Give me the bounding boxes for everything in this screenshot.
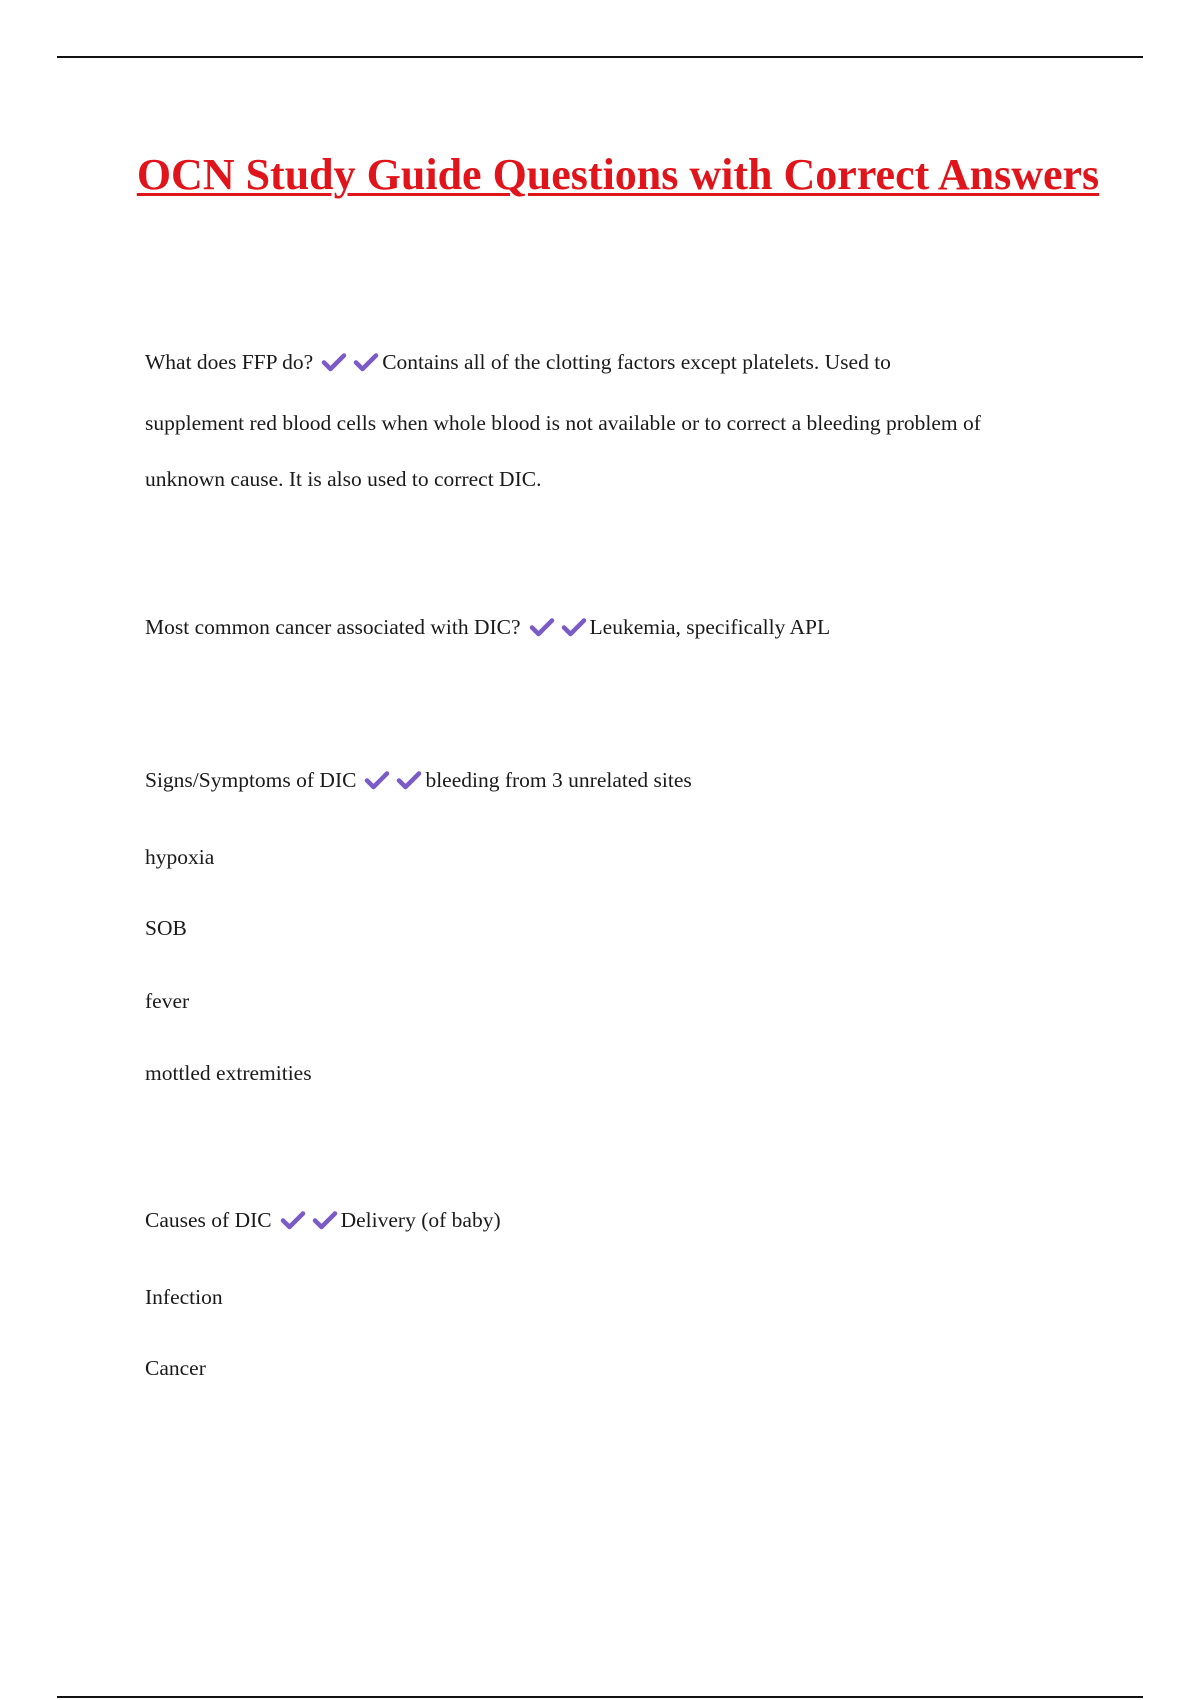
- answer-3-line-3: SOB: [145, 916, 187, 940]
- answer-4-line-3: Cancer: [145, 1356, 206, 1380]
- document-title: OCN Study Guide Questions with Correct Answers: [136, 150, 1100, 199]
- checkmark-icon: [364, 770, 390, 790]
- top-rule: [57, 56, 1143, 58]
- checkmark-icon: [312, 1210, 338, 1230]
- checkmark-icon: [529, 617, 555, 637]
- checkmark-icon: [353, 352, 379, 372]
- answer-2-line-1: Leukemia, specifically APL: [589, 615, 831, 639]
- qa-3-line-1: [145, 766, 692, 794]
- checkmark-icon: [561, 617, 587, 637]
- question-1: What does FFP do?: [145, 350, 314, 374]
- answer-3-line-4: fever: [145, 989, 190, 1013]
- answer-1-line-2: supplement red blood cells when whole blood is not available or to correct a bleeding problem of: [145, 411, 981, 435]
- answer-4-line-1: Delivery (of baby): [340, 1208, 501, 1232]
- answer-3-line-2: hypoxia: [145, 845, 215, 869]
- answer-1-line-3: unknown cause. It is also used to correct DIC.: [145, 467, 542, 491]
- question-2: Most common cancer associated with DIC?: [145, 615, 521, 639]
- answer-3-line-1: bleeding from 3 unrelated sites: [425, 768, 692, 792]
- answer-1-line-1: Contains all of the clotting factors except platelets. Used to: [382, 350, 891, 374]
- checkmark-icon: [280, 1210, 306, 1230]
- checkmark-icon: [321, 352, 347, 372]
- qa-1-line-1: [145, 348, 891, 376]
- qa-2-line-1: [145, 613, 830, 641]
- qa-4-line-1: [145, 1206, 501, 1234]
- bottom-rule: [57, 1696, 1143, 1698]
- answer-4-line-2: Infection: [145, 1285, 223, 1309]
- answer-3-line-5: mottled extremities: [145, 1061, 312, 1085]
- checkmark-icon: [396, 770, 422, 790]
- question-4: Causes of DIC: [145, 1208, 272, 1232]
- question-3: Signs/Symptoms of DIC: [145, 768, 357, 792]
